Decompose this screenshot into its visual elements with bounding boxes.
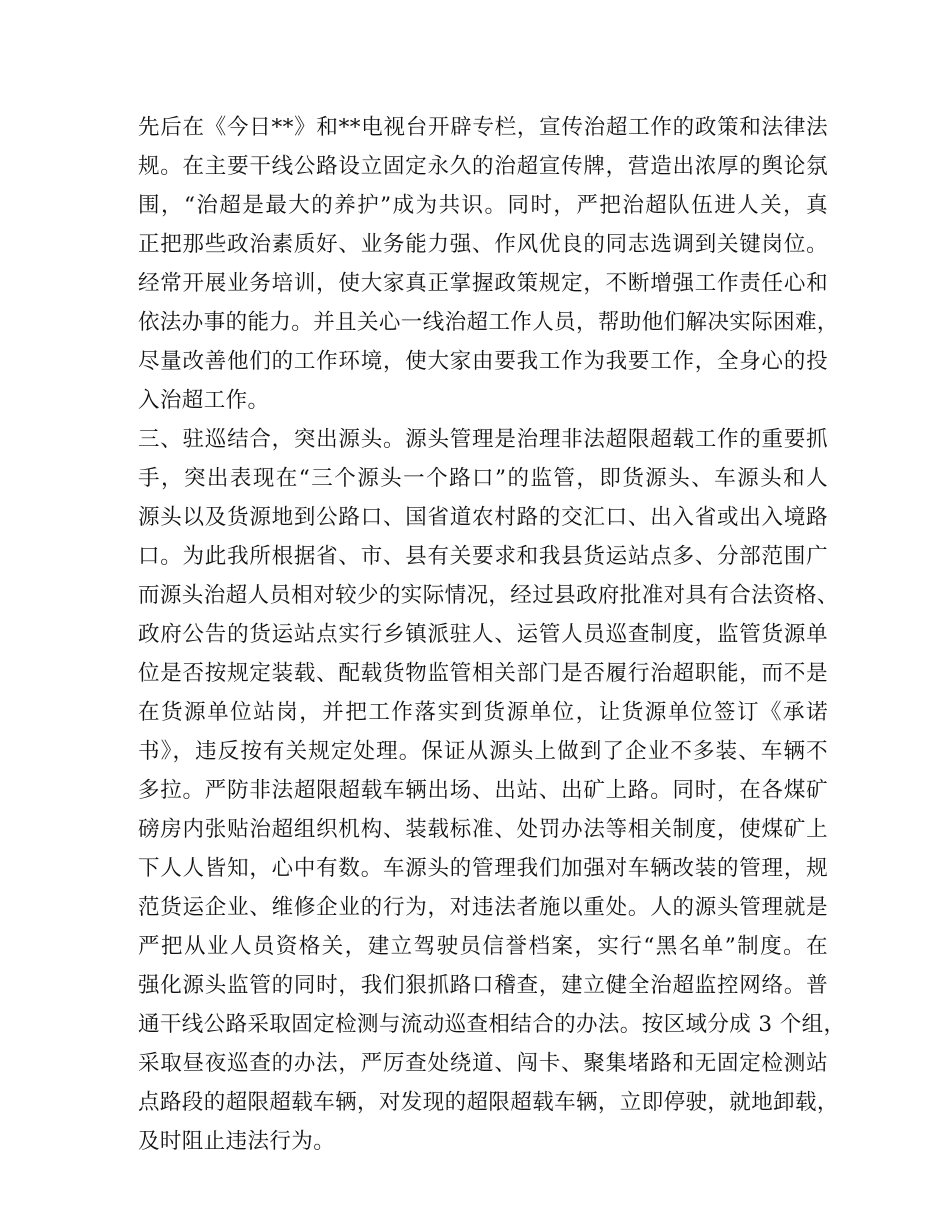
document-body (138, 108, 846, 1161)
text-line-27: 及时阻止违法行为。 (138, 1129, 336, 1154)
text-line-3: 围，“治超是最大的养护”成为共识。同时，严把治超队伍进人关，真 (138, 193, 828, 218)
text-line-15: 位是否按规定装载、配载货物监管相关部门是否履行治超职能，而不是 (138, 661, 828, 686)
text-line-26: 点路段的超限超载车辆，对发现的超限超载车辆，立即停驶，就地卸载， (138, 1090, 839, 1115)
text-line-2: 规。在主要干线公路设立固定永久的治超宣传牌，营造出浓厚的舆论氛 (138, 154, 828, 179)
text-line-17: 书》，违反按有关规定处理。保证从源头上做到了企业不多装、车辆不 (138, 739, 828, 764)
text-line-4: 正把那些政治素质好、业务能力强、作风优良的同志选调到关键岗位。 (138, 232, 828, 257)
text-line-9: 三、驻巡结合，突出源头。源头管理是治理非法超限超载工作的重要抓 (138, 427, 828, 452)
text-line-14: 政府公告的货运站点实行乡镇派驻人、运管人员巡查制度，监管货源单 (138, 622, 828, 647)
text-line-5: 经常开展业务培训，使大家真正掌握政策规定，不断增强工作责任心和 (138, 271, 828, 296)
text-line-6: 依法办事的能力。并且关心一线治超工作人员，帮助他们解决实际困难， (138, 310, 839, 335)
text-line-8: 入治超工作。 (138, 388, 270, 413)
text-line-21: 范货运企业、维修企业的行为，对违法者施以重处。人的源头管理就是 (138, 895, 828, 920)
text-line-18: 多拉。严防非法超限超载车辆出场、出站、出矿上路。同时，在各煤矿 (138, 778, 828, 803)
text-line-13: 而源头治超人员相对较少的实际情况，经过县政府批准对具有合法资格、 (138, 583, 839, 608)
text-line-19: 磅房内张贴治超组织机构、装载标准、处罚办法等相关制度，使煤矿上 (138, 817, 828, 842)
text-line-16: 在货源单位站岗，并把工作落实到货源单位，让货源单位签订《承诺 (138, 700, 828, 725)
text-line-24: 通干线公路采取固定检测与流动巡查相结合的办法。按区域分成 3 个组， (138, 1012, 846, 1037)
text-line-12: 口。为此我所根据省、市、县有关要求和我县货运站点多、分部范围广 (138, 544, 828, 569)
text-line-23: 强化源头监管的同时，我们狠抓路口稽查，建立健全治超监控网络。普 (138, 973, 828, 998)
text-line-25: 采取昼夜巡查的办法，严厉查处绕道、闯卡、聚集堵路和无固定检测站 (138, 1051, 828, 1076)
text-line-20: 下人人皆知，心中有数。车源头的管理我们加强对车辆改装的管理，规 (138, 856, 828, 881)
text-line-22: 严把从业人员资格关，建立驾驶员信誉档案，实行“黑名单”制度。在 (138, 934, 828, 959)
text-line-7: 尽量改善他们的工作环境，使大家由要我工作为我要工作，全身心的投 (138, 349, 828, 374)
text-line-11: 源头以及货源地到公路口、国省道农村路的交汇口、出入省或出入境路 (138, 505, 828, 530)
text-line-1: 先后在《今日**》和**电视台开辟专栏，宣传治超工作的政策和法律法 (138, 115, 828, 140)
text-line-10: 手，突出表现在“三个源头一个路口”的监管，即货源头、车源头和人 (138, 466, 828, 491)
